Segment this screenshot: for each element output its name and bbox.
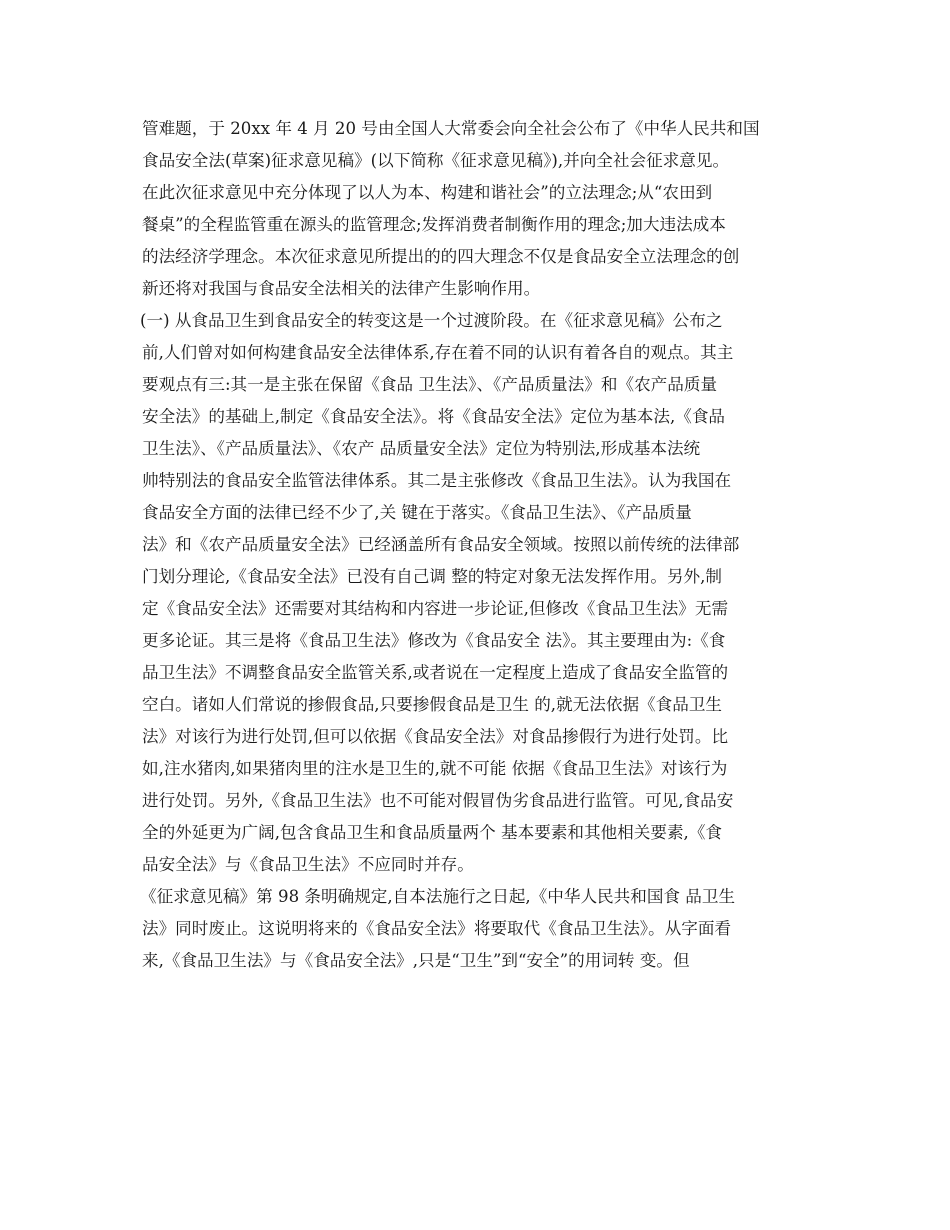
text-line: 更多论证。其三是将《食品卫生法》修改为《食品安全 法》。其主要理由为:《食 xyxy=(142,631,726,650)
text-line: 空白。诸如人们常说的掺假食品,只要掺假食品是卫生 的,就无法依据《食品卫生 xyxy=(142,695,723,714)
text-line: 餐桌”的全程监管重在源头的监管理念;发挥消费者制衡作用的理念;加大违法成本 xyxy=(142,215,726,234)
text-line: 在此次征求意见中充分体现了以人为本、构建和谐社会”的立法理念;从“农田到 xyxy=(142,183,713,202)
text-line: 法》和《农产品质量安全法》已经涵盖所有食品安全领域。按照以前传统的法律部 xyxy=(142,535,740,554)
text-line: 的法经济学理念。本次征求意见所提出的的四大理念不仅是食品安全立法理念的创 xyxy=(142,247,740,266)
body-text xyxy=(142,113,822,977)
text-line: 要观点有三:其一是主张在保留《食品 卫生法》、《产品质量法》和《农产品质量 xyxy=(142,375,718,394)
text-line: 法》对该行为进行处罚,但可以依据《食品安全法》对食品掺假行为进行处罚。比 xyxy=(142,727,729,746)
text-line: 卫生法》、《产品质量法》、《农产 品质量安全法》定位为特别法,形成基本法统 xyxy=(142,439,701,458)
text-line: 法》同时废止。这说明将来的《食品安全法》将要取代《食品卫生法》。从字面看 xyxy=(142,919,732,938)
text-line: 来,《食品卫生法》与《食品安全法》,只是“卫生”到“安全”的用词转 变。但 xyxy=(142,951,690,970)
text-line: 食品安全法(草案)征求意见稿》(以下简称《征求意见稿》),并向全社会征求意见。 xyxy=(142,151,730,170)
text-line: 全的外延更为广阔,包含食品卫生和食品质量两个 基本要素和其他相关要素,《食 xyxy=(142,823,723,842)
text-line: 安全法》的基础上,制定《食品安全法》。将《食品安全法》定位为基本法,《食品 xyxy=(142,407,726,426)
text-line: 新还将对我国与食品安全法相关的法律产生影响作用。 xyxy=(142,279,541,298)
text-line: 《征求意见稿》第 98 条明确规定,自本法施行之日起,《中华人民共和国食 品卫生 xyxy=(140,887,736,906)
text-line: 帅特别法的食品安全监管法律体系。其二是主张修改《食品卫生法》。认为我国在 xyxy=(142,471,732,490)
text-line: 品卫生法》不调整食品安全监管关系,或者说在一定程度上造成了食品安全监管的 xyxy=(142,663,729,682)
text-line: 食品安全方面的法律已经不少了,关 键在于落实。《食品卫生法》、《产品质量 xyxy=(142,503,692,522)
text-line: 管难题，于 20xx 年 4 月 20 号由全国人大常委会向全社会公布了《中华人民共和国 xyxy=(142,119,760,138)
text-line: 定《食品安全法》还需要对其结构和内容进一步论证,但修改《食品卫生法》无需 xyxy=(142,599,729,618)
text-line: (一) 从食品卫生到食品安全的转变这是一个过渡阶段。在《征求意见稿》公布之 xyxy=(140,311,723,330)
text-line: 如,注水猪肉,如果猪肉里的注水是卫生的,就不可能 依据《食品卫生法》对该行为 xyxy=(142,759,728,778)
text-line: 前,人们曾对如何构建食品安全法律体系,存在着不同的认识有着各自的观点。其主 xyxy=(142,343,734,362)
text-line: 品安全法》与《食品卫生法》不应同时并存。 xyxy=(142,855,474,874)
text-line: 门划分理论,《食品安全法》已没有自己调 整的特定对象无法发挥作用。另外,制 xyxy=(142,567,723,586)
text-line: 进行处罚。另外,《食品卫生法》也不可能对假冒伪劣食品进行监管。可见,食品安 xyxy=(142,791,734,810)
